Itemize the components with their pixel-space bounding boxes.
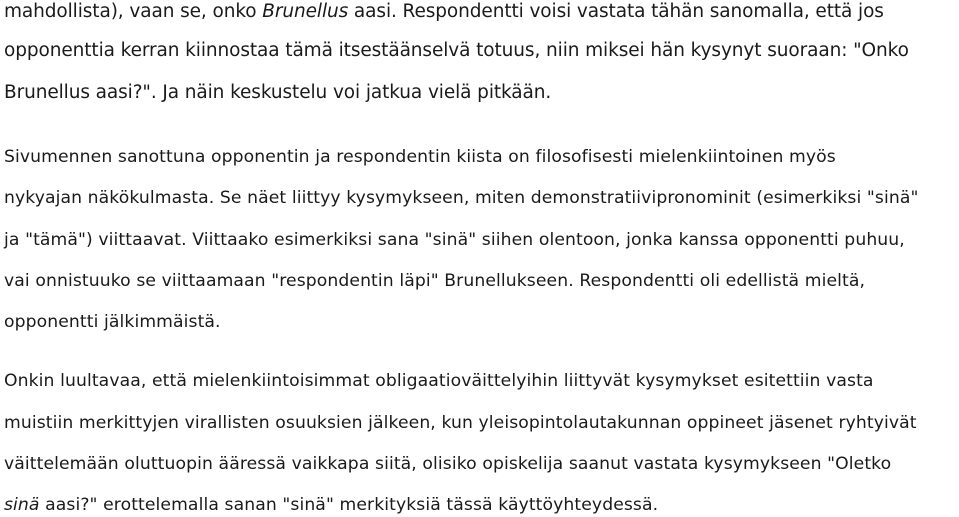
text-line — [4, 0, 884, 24]
text-line — [4, 369, 874, 393]
text-span: mahdollista), vaan se, onko — [4, 1, 263, 22]
text-line — [4, 39, 909, 63]
text-span: Brunellus aasi?". Ja näin keskustelu voi jatkua vielä pitkään. — [4, 82, 552, 103]
text-span: aasi. Respondentti voisi vastata tähän sanomalla, että jos — [348, 1, 884, 22]
text-line — [4, 228, 905, 252]
text-span: opponentti jälkimmäistä. — [4, 312, 221, 332]
italic-text: sinä — [4, 495, 40, 515]
text-span: aasi?" erottelemalla sanan "sinä" merkityksiä tässä käyttöyhteydessä. — [39, 495, 659, 515]
text-span: nykyajan näkökulmasta. Se näet liittyy kysymykseen, miten demonstratiivipronominit (esimerkiksi "sinä" — [4, 188, 919, 208]
text-span: Onkin luultavaa, että mielenkiintoisimmat obligaatioväittelyihin liittyvät kysymykset esitettiin vasta — [4, 371, 874, 391]
text-line — [4, 81, 551, 105]
text-span: Sivumennen sanottuna opponentin ja respondentin kiista on filosofisesti mielenkiintoinen myös — [4, 147, 836, 167]
text-line — [4, 269, 865, 293]
text-span: väittelemään oluttuopin ääressä vaikkapa siitä, olisiko opiskelija saanut vastata kysymykseen "Oletko — [4, 454, 892, 474]
text-span: vai onnistuuko se viittaamaan "respondentin läpi" Brunellukseen. Respondentti oli edellistä mieltä, — [4, 271, 866, 291]
text-line — [4, 411, 917, 435]
text-line — [4, 186, 918, 210]
text-line — [4, 310, 221, 334]
text-line — [4, 452, 891, 476]
text-line — [4, 493, 658, 517]
text-span: ja "tämä") viittaavat. Viittaako esimerkiksi sana "sinä" siihen olentoon, jonka kanssa opponentti puhuu, — [4, 230, 905, 250]
italic-text: Brunellus — [262, 1, 349, 22]
text-span: opponenttia kerran kiinnostaa tämä itsestäänselvä totuus, niin miksei hän kysynyt suoraan: "Onko — [4, 40, 909, 61]
text-line — [4, 145, 836, 169]
text-span: muistiin merkittyjen virallisten osuuksien jälkeen, kun yleisopintolautakunnan oppineet jäsenet ryhtyivät — [4, 413, 917, 433]
